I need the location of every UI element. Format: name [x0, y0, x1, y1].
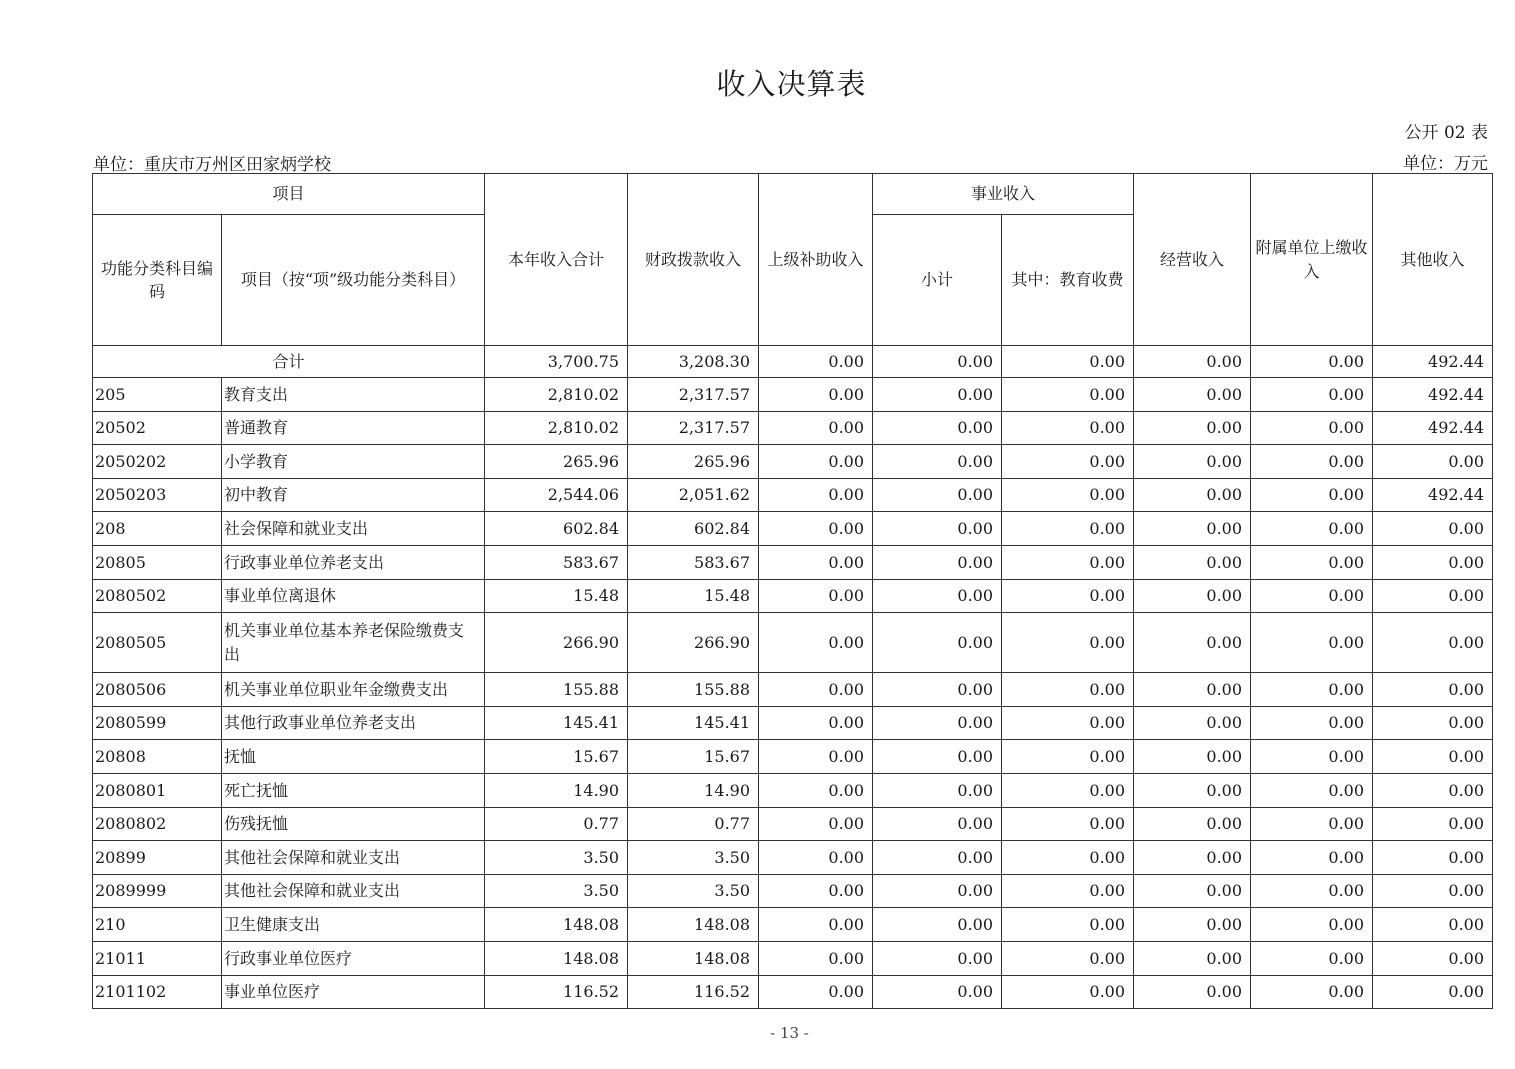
table-row — [93, 378, 1493, 412]
header-superior: 上级补助收入 — [759, 174, 873, 346]
row-value: 0.00 — [1373, 613, 1493, 673]
row-value: 602.84 — [628, 512, 759, 546]
row-code: 2050202 — [93, 445, 222, 479]
row-value: 2,317.57 — [628, 411, 759, 445]
row-value: 145.41 — [485, 706, 628, 740]
row-code: 210 — [93, 908, 222, 942]
row-value: 0.00 — [759, 411, 873, 445]
row-value: 155.88 — [628, 673, 759, 707]
row-value: 2,810.02 — [485, 411, 628, 445]
row-value: 0.00 — [1002, 613, 1134, 673]
row-value: 0.00 — [759, 512, 873, 546]
row-name: 行政事业单位养老支出 — [222, 545, 485, 579]
row-value: 0.00 — [873, 445, 1002, 479]
row-value: 3.50 — [628, 841, 759, 875]
row-value: 0.00 — [873, 478, 1002, 512]
row-value: 0.00 — [759, 941, 873, 975]
header-item: 项目 — [93, 174, 485, 215]
row-value: 0.00 — [1134, 512, 1251, 546]
total-cell: 0.00 — [1134, 346, 1251, 378]
row-value: 0.00 — [1373, 975, 1493, 1009]
row-value: 0.00 — [873, 975, 1002, 1009]
row-code: 2080599 — [93, 706, 222, 740]
row-value: 0.00 — [873, 673, 1002, 707]
row-value: 492.44 — [1373, 478, 1493, 512]
row-code: 2080502 — [93, 579, 222, 613]
table-row — [93, 512, 1493, 546]
row-value: 15.67 — [485, 740, 628, 774]
row-value: 0.00 — [1251, 975, 1373, 1009]
row-value: 15.67 — [628, 740, 759, 774]
row-value: 602.84 — [485, 512, 628, 546]
row-value: 0.00 — [1373, 841, 1493, 875]
header-name: 项目（按“项”级功能分类科目） — [222, 215, 485, 346]
row-value: 2,317.57 — [628, 378, 759, 412]
row-code: 2080505 — [93, 613, 222, 673]
row-value: 0.00 — [1251, 579, 1373, 613]
row-value: 0.00 — [759, 908, 873, 942]
row-value: 0.00 — [1373, 807, 1493, 841]
row-value: 0.00 — [1002, 512, 1134, 546]
row-value: 0.00 — [1251, 411, 1373, 445]
row-value: 14.90 — [628, 773, 759, 807]
total-cell: 0.00 — [759, 346, 873, 378]
total-cell: 492.44 — [1373, 346, 1493, 378]
header-other: 其他收入 — [1373, 174, 1493, 346]
row-value: 0.00 — [1373, 445, 1493, 479]
row-value: 0.00 — [1251, 613, 1373, 673]
header-affiliated: 附属单位上缴收入 — [1251, 174, 1373, 346]
row-value: 0.00 — [873, 908, 1002, 942]
row-code: 2080801 — [93, 773, 222, 807]
row-value: 3.50 — [628, 874, 759, 908]
row-value: 0.00 — [759, 613, 873, 673]
row-name: 其他社会保障和就业支出 — [222, 874, 485, 908]
table-row — [93, 706, 1493, 740]
row-value: 0.00 — [1373, 706, 1493, 740]
row-value: 0.00 — [1002, 445, 1134, 479]
row-value: 0.00 — [1002, 411, 1134, 445]
row-value: 0.00 — [759, 378, 873, 412]
total-cell: 0.00 — [1251, 346, 1373, 378]
header-code: 功能分类科目编码 — [93, 215, 222, 346]
row-value: 0.00 — [1134, 378, 1251, 412]
row-value: 0.00 — [1002, 975, 1134, 1009]
row-value: 0.00 — [1251, 740, 1373, 774]
row-value: 0.00 — [759, 874, 873, 908]
reporting-unit: 单位：重庆市万州区田家炳学校 — [93, 155, 331, 175]
header-fiscal: 财政拨款收入 — [628, 174, 759, 346]
row-code: 20502 — [93, 411, 222, 445]
total-label: 合计 — [93, 346, 485, 378]
row-value: 0.00 — [873, 579, 1002, 613]
table-row — [93, 807, 1493, 841]
row-value: 0.00 — [1251, 673, 1373, 707]
row-value: 0.00 — [759, 673, 873, 707]
row-value: 0.00 — [1134, 773, 1251, 807]
table-row — [93, 975, 1493, 1009]
row-value: 0.00 — [1002, 807, 1134, 841]
row-name: 社会保障和就业支出 — [222, 512, 485, 546]
row-value: 0.00 — [1002, 545, 1134, 579]
row-value: 0.00 — [1134, 445, 1251, 479]
table-row — [93, 874, 1493, 908]
table-row — [93, 545, 1493, 579]
row-value: 583.67 — [485, 545, 628, 579]
row-value: 0.00 — [1251, 908, 1373, 942]
row-value: 145.41 — [628, 706, 759, 740]
row-value: 0.00 — [873, 613, 1002, 673]
row-value: 0.00 — [1251, 874, 1373, 908]
row-code: 2089999 — [93, 874, 222, 908]
row-name: 事业单位医疗 — [222, 975, 485, 1009]
row-value: 0.00 — [1002, 706, 1134, 740]
row-value: 0.00 — [1002, 740, 1134, 774]
row-value: 0.00 — [1134, 807, 1251, 841]
total-cell: 3,208.30 — [628, 346, 759, 378]
row-value: 0.00 — [1002, 908, 1134, 942]
row-code: 21011 — [93, 941, 222, 975]
row-value: 0.00 — [1373, 740, 1493, 774]
row-value: 3.50 — [485, 841, 628, 875]
row-value: 0.00 — [759, 445, 873, 479]
total-cell: 0.00 — [1002, 346, 1134, 378]
form-number: 公开 02 表 — [1404, 123, 1488, 143]
income-table — [92, 173, 1493, 1009]
row-value: 0.00 — [759, 706, 873, 740]
row-value: 266.90 — [628, 613, 759, 673]
row-code: 20805 — [93, 545, 222, 579]
row-value: 0.00 — [1134, 706, 1251, 740]
row-code: 208 — [93, 512, 222, 546]
table-row — [93, 613, 1493, 673]
row-value: 0.00 — [1134, 941, 1251, 975]
row-value: 0.00 — [1134, 874, 1251, 908]
row-value: 0.00 — [1134, 841, 1251, 875]
row-code: 20899 — [93, 841, 222, 875]
row-value: 0.00 — [873, 740, 1002, 774]
row-value: 0.00 — [1373, 941, 1493, 975]
row-value: 116.52 — [628, 975, 759, 1009]
table-row — [93, 478, 1493, 512]
row-value: 0.00 — [873, 378, 1002, 412]
table-row — [93, 773, 1493, 807]
row-value: 0.00 — [1134, 740, 1251, 774]
header-edu-fee: 其中：教育收费 — [1002, 215, 1134, 346]
row-value: 266.90 — [485, 613, 628, 673]
table-row — [93, 445, 1493, 479]
row-value: 0.00 — [1251, 478, 1373, 512]
currency-unit: 单位：万元 — [1403, 154, 1488, 174]
row-value: 116.52 — [485, 975, 628, 1009]
header-operating: 经营收入 — [1134, 174, 1251, 346]
row-value: 155.88 — [485, 673, 628, 707]
row-value: 0.00 — [1002, 478, 1134, 512]
row-value: 2,544.06 — [485, 478, 628, 512]
row-value: 0.00 — [759, 740, 873, 774]
row-name: 其他社会保障和就业支出 — [222, 841, 485, 875]
row-code: 205 — [93, 378, 222, 412]
row-value: 0.00 — [759, 478, 873, 512]
row-value: 0.00 — [759, 579, 873, 613]
row-value: 0.00 — [1251, 941, 1373, 975]
row-value: 0.00 — [759, 975, 873, 1009]
row-value: 0.00 — [759, 807, 873, 841]
row-value: 0.00 — [1251, 773, 1373, 807]
row-value: 0.00 — [1251, 378, 1373, 412]
table-row — [93, 941, 1493, 975]
row-value: 0.00 — [1002, 378, 1134, 412]
row-value: 0.00 — [873, 941, 1002, 975]
row-value: 15.48 — [628, 579, 759, 613]
row-value: 0.00 — [873, 512, 1002, 546]
row-value: 0.00 — [1134, 908, 1251, 942]
row-value: 0.00 — [1002, 841, 1134, 875]
row-value: 0.00 — [873, 545, 1002, 579]
row-value: 148.08 — [628, 908, 759, 942]
row-name: 机关事业单位基本养老保险缴费支出 — [222, 613, 485, 673]
row-value: 0.00 — [1002, 941, 1134, 975]
row-code: 2080506 — [93, 673, 222, 707]
table-row — [93, 908, 1493, 942]
row-value: 0.00 — [1373, 545, 1493, 579]
table-row — [93, 740, 1493, 774]
row-value: 0.00 — [873, 706, 1002, 740]
row-name: 伤残抚恤 — [222, 807, 485, 841]
row-value: 0.00 — [1251, 841, 1373, 875]
row-name: 事业单位离退休 — [222, 579, 485, 613]
row-value: 0.00 — [1002, 874, 1134, 908]
row-value: 148.08 — [485, 941, 628, 975]
header-business: 事业收入 — [873, 174, 1134, 215]
row-name: 机关事业单位职业年金缴费支出 — [222, 673, 485, 707]
row-value: 0.00 — [1373, 874, 1493, 908]
row-code: 20808 — [93, 740, 222, 774]
header-total-income: 本年收入合计 — [485, 174, 628, 346]
row-name: 抚恤 — [222, 740, 485, 774]
row-name: 教育支出 — [222, 378, 485, 412]
row-value: 0.00 — [759, 841, 873, 875]
row-name: 普通教育 — [222, 411, 485, 445]
row-value: 492.44 — [1373, 378, 1493, 412]
row-value: 148.08 — [485, 908, 628, 942]
row-value: 0.00 — [873, 841, 1002, 875]
row-value: 14.90 — [485, 773, 628, 807]
row-value: 0.00 — [1251, 512, 1373, 546]
row-value: 148.08 — [628, 941, 759, 975]
row-value: 0.00 — [1373, 773, 1493, 807]
row-value: 0.77 — [628, 807, 759, 841]
row-code: 2080802 — [93, 807, 222, 841]
row-value: 0.00 — [1251, 807, 1373, 841]
row-value: 0.00 — [1373, 579, 1493, 613]
row-value: 15.48 — [485, 579, 628, 613]
page-number: - 13 - — [770, 1024, 809, 1042]
row-value: 0.00 — [1373, 512, 1493, 546]
row-value: 0.00 — [1134, 478, 1251, 512]
row-value: 0.00 — [873, 807, 1002, 841]
total-cell: 3,700.75 — [485, 346, 628, 378]
total-cell: 0.00 — [873, 346, 1002, 378]
row-value: 2,051.62 — [628, 478, 759, 512]
row-value: 0.00 — [1134, 545, 1251, 579]
row-name: 初中教育 — [222, 478, 485, 512]
header-row-1 — [93, 174, 1493, 215]
row-value: 265.96 — [485, 445, 628, 479]
row-value: 0.00 — [1251, 706, 1373, 740]
row-name: 死亡抚恤 — [222, 773, 485, 807]
row-value: 0.00 — [1251, 445, 1373, 479]
row-code: 2101102 — [93, 975, 222, 1009]
row-value: 0.00 — [1134, 975, 1251, 1009]
row-name: 卫生健康支出 — [222, 908, 485, 942]
table-row — [93, 841, 1493, 875]
table-row — [93, 579, 1493, 613]
table-row — [93, 673, 1493, 707]
row-value: 492.44 — [1373, 411, 1493, 445]
row-value: 0.00 — [1373, 908, 1493, 942]
row-name: 小学教育 — [222, 445, 485, 479]
row-value: 0.00 — [1134, 673, 1251, 707]
row-value: 0.00 — [1134, 411, 1251, 445]
row-code: 2050203 — [93, 478, 222, 512]
row-value: 2,810.02 — [485, 378, 628, 412]
row-name: 行政事业单位医疗 — [222, 941, 485, 975]
row-value: 0.00 — [759, 545, 873, 579]
row-value: 0.00 — [1002, 773, 1134, 807]
row-value: 3.50 — [485, 874, 628, 908]
row-value: 0.00 — [873, 874, 1002, 908]
page-title: 收入决算表 — [716, 67, 867, 101]
row-value: 0.00 — [873, 411, 1002, 445]
table-row — [93, 411, 1493, 445]
row-value: 265.96 — [628, 445, 759, 479]
row-value: 0.77 — [485, 807, 628, 841]
row-value: 0.00 — [759, 773, 873, 807]
row-value: 583.67 — [628, 545, 759, 579]
total-row — [93, 346, 1493, 378]
row-value: 0.00 — [1373, 673, 1493, 707]
row-value: 0.00 — [1002, 673, 1134, 707]
row-value: 0.00 — [1002, 579, 1134, 613]
header-subtotal: 小计 — [873, 215, 1002, 346]
row-value: 0.00 — [1251, 545, 1373, 579]
row-value: 0.00 — [1134, 579, 1251, 613]
row-name: 其他行政事业单位养老支出 — [222, 706, 485, 740]
row-value: 0.00 — [1134, 613, 1251, 673]
row-value: 0.00 — [873, 773, 1002, 807]
